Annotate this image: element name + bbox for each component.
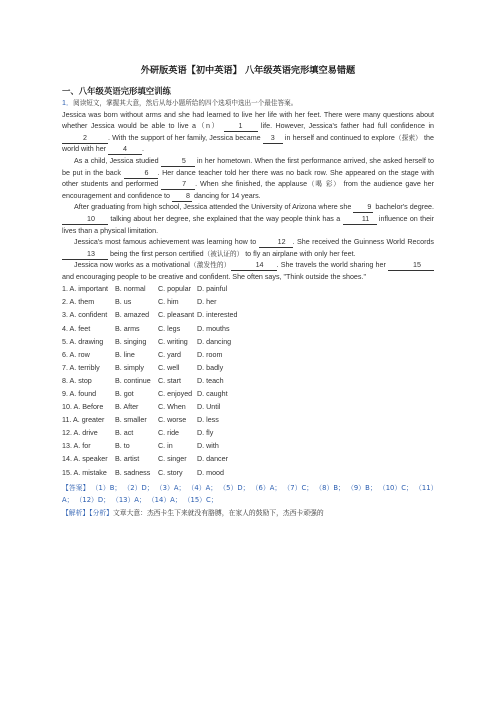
option-b: B. simply <box>115 363 144 372</box>
passage-text: talking about her degree, she explained that the way people think has a <box>108 214 343 223</box>
option-a: 9. A. found <box>62 390 97 398</box>
option-d: D. painful <box>197 285 228 294</box>
option-a: 1. A. important <box>62 285 109 294</box>
gloss-text: （激发性的） <box>189 261 231 270</box>
paragraph-2 <box>62 156 434 202</box>
analysis-label: 【解析】【分析】 <box>62 508 113 517</box>
paragraph-4 <box>62 237 434 260</box>
passage-text: Jessica was born without arms and she had learned to live her life with her feet. There were many questions about whether Jessica would be able to live a（n） <box>62 110 434 131</box>
option-a: 3. A. confident <box>62 311 108 320</box>
blank-11: 11 <box>343 215 377 225</box>
option-d: D. interested <box>197 311 238 320</box>
option-c: C. him <box>158 298 179 307</box>
option-b: B. normal <box>115 285 146 294</box>
option-c: C. pleasant <box>158 311 195 320</box>
document-title: 外研版英语【初中英语】 八年级英语完形填空易错题 <box>140 65 356 76</box>
paragraph-5 <box>62 260 434 283</box>
option-b: B. arms <box>115 324 140 333</box>
option-row <box>62 284 434 297</box>
option-c: C. writing <box>158 337 188 346</box>
option-b: B. us <box>115 298 132 307</box>
question-number: 1． <box>62 99 74 107</box>
option-c: C. in <box>158 442 173 451</box>
passage-text: . <box>142 145 145 154</box>
blank-3: 3 <box>263 134 283 144</box>
blank-14: 14 <box>231 261 277 271</box>
passage-text: Jessica's most famous achievement was learning how to <box>74 238 259 247</box>
option-row <box>62 323 434 336</box>
option-a: 8. A. stop <box>62 376 92 385</box>
blank-9: 9 <box>353 203 373 213</box>
option-row <box>62 454 434 467</box>
passage-text: . She received the Guinness World Records <box>292 238 434 247</box>
blank-5: 5 <box>161 157 195 167</box>
passage-text: from the audience gave her encouragement and confidence to <box>62 180 435 200</box>
option-d: D. dancer <box>197 455 228 464</box>
blank-1: 1 <box>224 122 258 132</box>
option-c: C. legs <box>158 324 181 333</box>
document-body <box>62 98 434 519</box>
option-d: D. mood <box>197 468 224 477</box>
passage-text: life. However, Jessica's father had full confidence in <box>257 122 434 131</box>
option-a: 12. A. drive <box>62 429 98 438</box>
option-b: B. got <box>115 390 134 398</box>
question-instruction <box>62 98 434 110</box>
option-a: 6. A. row <box>62 350 90 359</box>
blank-6: 6 <box>124 169 158 179</box>
blank-8: 8 <box>172 192 192 202</box>
answer-key: 【答案】 （1）B； （2）D； （3）A； （4）A； （5）D； （6）A； （7）C； （8）B； （9）B； （10）C； （11）A； （12）D； （13）A； （14）A； （15）C； <box>62 483 434 505</box>
blank-13: 13 <box>62 250 108 260</box>
option-row <box>62 297 434 310</box>
paragraph-1 <box>62 110 434 156</box>
option-d: D. caught <box>197 390 228 398</box>
passage-text: being the first person certified <box>108 249 204 258</box>
blank-7: 7 <box>161 180 195 190</box>
option-b: B. amazed <box>115 311 150 320</box>
passage-text: As a child, Jessica studied <box>74 156 161 165</box>
option-c: C. story <box>158 468 183 477</box>
passage-text: influence on their lives than a physical limitation. <box>62 214 435 235</box>
section-heading: 一、八年级英语完形填空训练 <box>62 86 171 96</box>
option-d: D. Until <box>197 403 221 412</box>
passage-text: . When she finished, the applause <box>195 180 308 189</box>
gloss-text: （被认证的） <box>203 249 244 258</box>
passage-text: Jessica now works as a motivational <box>74 261 190 270</box>
option-c: C. ride <box>158 429 180 438</box>
passage-text: to fly an airplane with only her feet. <box>243 249 356 258</box>
option-d: D. fly <box>197 429 214 438</box>
blank-2: 2 <box>62 134 108 144</box>
option-row <box>62 414 434 427</box>
option-a: 11. A. greater <box>62 416 105 425</box>
passage-text: After graduating from high school, Jessica attended the University of Arizona where she <box>74 203 354 212</box>
analysis <box>62 507 434 519</box>
option-row <box>62 441 434 454</box>
option-row <box>62 349 434 362</box>
option-d: D. room <box>197 350 223 359</box>
option-c: C. enjoyed <box>158 390 193 398</box>
option-b: B. After <box>115 403 139 412</box>
option-b: B. to <box>115 442 130 451</box>
option-d: D. her <box>197 298 217 307</box>
passage-text: dancing for 14 years. <box>191 191 261 200</box>
gloss-text: （喝 彩） <box>307 180 341 189</box>
gloss-text: （探索） <box>394 133 422 142</box>
option-a: 10. A. Before <box>62 403 104 412</box>
passage-text: bachelor's degree. <box>373 203 434 212</box>
option-d: D. with <box>197 442 219 451</box>
passage-text: in her hometown. When the first performance arrived, she asked herself to be put in the back <box>62 156 434 177</box>
option-c: C. When <box>158 403 186 412</box>
option-b: B. line <box>115 350 135 359</box>
option-row <box>62 310 434 323</box>
option-b: B. act <box>115 429 134 438</box>
options-list <box>62 284 434 480</box>
analysis-text: 文章大意：杰西卡生下来就没有胳膊，在家人的鼓励下，杰西卡顽强的 <box>112 508 324 517</box>
passage-text: and encouraging people to be creative and confident. She often says, "Think outside the shoes." <box>62 272 366 281</box>
paragraph-3 <box>62 202 434 237</box>
passage-text: . With the support of her family, Jessica became <box>108 133 263 142</box>
option-b: B. continue <box>115 376 151 385</box>
instruction-text: 阅读短文，掌握其大意，然后从每小题所给的四个选项中选出一个最佳答案。 <box>73 99 298 107</box>
option-b: B. singing <box>115 337 147 346</box>
option-a: 5. A. drawing <box>62 337 104 346</box>
passage-text: . She travels the world sharing her <box>276 261 389 270</box>
option-row <box>62 401 434 414</box>
passage-text: the world with her <box>62 133 434 154</box>
option-d: D. less <box>197 416 219 425</box>
option-row <box>62 467 434 480</box>
option-c: C. popular <box>158 285 191 294</box>
option-c: C. well <box>158 363 180 372</box>
option-b: B. smaller <box>115 416 147 425</box>
option-d: D. dancing <box>197 337 232 346</box>
option-a: 14. A. speaker <box>62 455 108 464</box>
option-d: D. teach <box>197 376 224 385</box>
option-d: D. badly <box>197 363 224 372</box>
blank-12: 12 <box>259 238 293 248</box>
option-b: B. artist <box>115 455 140 464</box>
option-c: C. worse <box>158 416 187 425</box>
option-c: C. singer <box>158 455 187 464</box>
option-a: 4. A. feet <box>62 324 91 333</box>
passage-text: in herself and continued to explore <box>282 133 395 142</box>
option-c: C. start <box>158 376 182 385</box>
option-c: C. yard <box>158 350 182 359</box>
option-a: 15. A. mistake <box>62 468 107 477</box>
option-a: 13. A. for <box>62 442 91 451</box>
option-row <box>62 362 434 375</box>
option-b: B. sadness <box>115 468 151 477</box>
option-a: 2. A. them <box>62 298 95 307</box>
blank-15: 15 <box>388 261 434 271</box>
option-row <box>62 428 434 441</box>
option-a: 7. A. terribly <box>62 363 100 372</box>
option-row <box>62 375 434 388</box>
option-row <box>62 336 434 349</box>
passage-text: . Her dance teacher told her there was no back row. She appeared on the stage with other students and performed <box>62 168 435 189</box>
option-row <box>62 388 434 401</box>
blank-10: 10 <box>62 215 108 225</box>
blank-4: 4 <box>108 145 142 155</box>
option-d: D. mouths <box>197 324 230 333</box>
